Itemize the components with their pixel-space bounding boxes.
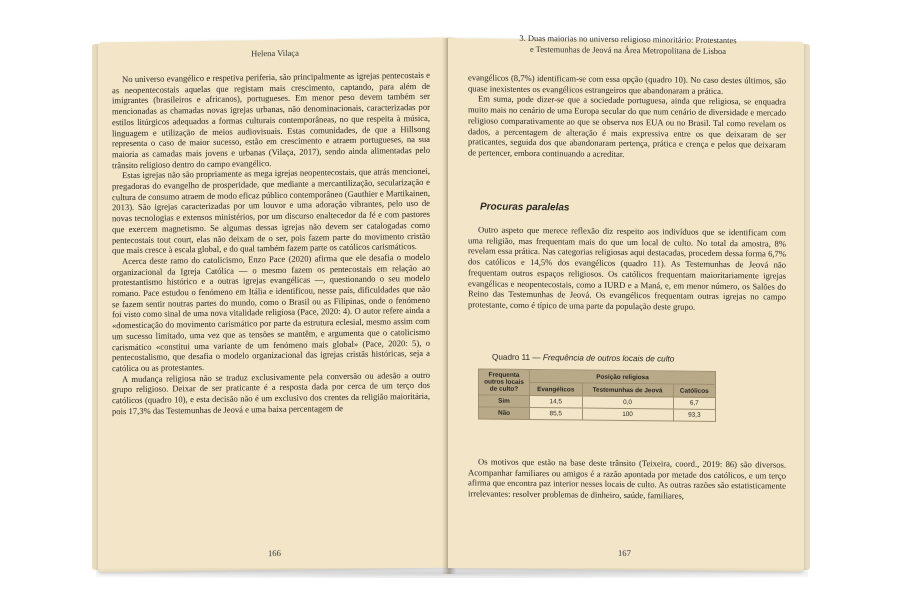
table-cell: 14,5 bbox=[530, 395, 583, 408]
right-paragraph-4: Os motivos que estão na base deste trânsito (Teixeira, coord., 2019: 86) são diversos. Acompanhar familiares ou amigos é a razão apontada por metade dos católicos, e um terço afirma que encontra paz interior nesses locais de culto. As outras razões são estatisticamente irrelevantes: resolver problemas de dinheiro, saúde, familiares, bbox=[468, 456, 786, 501]
table-col-header: Católicos bbox=[673, 384, 715, 397]
right-body-text-top bbox=[468, 72, 786, 161]
table-caption bbox=[492, 353, 674, 364]
table-cell: 100 bbox=[582, 408, 673, 421]
table-row bbox=[479, 407, 716, 421]
left-page bbox=[98, 38, 452, 573]
right-running-header-line-1: 3. Duas maiorias no universo religioso minoritário: Protestantes bbox=[519, 32, 737, 46]
right-page-number: 167 bbox=[618, 547, 631, 559]
table-cell: 0,0 bbox=[582, 396, 673, 409]
book-shadow bbox=[96, 568, 808, 578]
right-paragraph-2: Em suma, pode dizer-se que a sociedade portuguesa, ainda que religiosa, se enquadra muito mais no cenário de uma Europa secular do que num cenário de diversidade e mercado religioso comparativamente ao que se observa nos EUA ou no Brasil. Tal como revelam os dados, a percentagem de alteração é mais expressiva entre os que deixaram de ser praticantes, seguida dos que abandonaram pertença, prática e crença e pelos que deixaram de pertencer, embora continuando a acreditar. bbox=[468, 93, 786, 159]
table-corner-header: Frequenta outros locais de culto? bbox=[479, 369, 530, 396]
table-group-header: Posição religiosa bbox=[530, 369, 716, 384]
table-cell: 6,7 bbox=[673, 397, 715, 409]
table-caption-label: Quadro 11 — bbox=[492, 352, 541, 363]
left-paragraph-2: Estas igrejas não são propriamente as mega igrejas neopentecostais, que atrás mencionei, pregadoras do evangelho de prosperidade, que mediante a mercantilização, secularização e cultura de consumo atraem de modo eficaz público contemporâneo (Gauthier e Martikainen, 2013). São igrejas caracterizadas por um louvor e uma adoração vibrantes, pelo uso de novas tecnologias e extensos ministérios, por um discurso enaltecedor da fé e com pastores que exercem magnetismo. Se algumas dessas igrejas não devem ser catalogadas como pentecostais tout court, elas não deixam de o ser, pois fazem parte do movimento cristão que mais cresce à escala global, e do qual também fazem parte os católicos carismáticos. bbox=[112, 166, 430, 256]
right-body-text-bottom bbox=[468, 456, 786, 502]
table-cell: 93,3 bbox=[673, 409, 715, 421]
right-running-header-line-2: e Testemunhas de Jeová na Área Metropolitana de Lisboa bbox=[529, 43, 727, 57]
left-paragraph-4: A mudança religiosa não se traduz exclusivamente pela conversão ou adesão a outro grupo religioso. Deixar de ser praticante é a resposta dada por cerca de um terço dos católicos (quadro 10), e esta decisão não é um exclusivo dos crentes da religião maioritária, pois 17,3% das Testemunhas de Jeová e uma baixa percentagem de bbox=[112, 369, 430, 417]
table-col-header: Evangélicos bbox=[530, 382, 583, 396]
left-paragraph-1: No universo evangélico e respetiva periferia, são principalmente as igrejas pentecostais e as neopentecostais aquelas que registam mais crescimento, captando, para além de imigrantes (brasileiros e africanos), portugueses. Em menor peso devem também ser mencionadas as chamadas novas igrejas urbanas, não denominacionais, caracterizadas por estilos litúrgicos adequados a formas culturais contemporâneas, no que respeita à música, linguagem e utilização de meios audiovisuais. Estas comunidades, de que a Hillsong representa o caso de maior sucesso, estão em crescimento e atraem portugueses, na sua maioria as camadas mais jovens e urbanas (Vilaça, 2017), sendo ainda alimentadas pelo trânsito religioso dentro do campo evangélico. bbox=[112, 69, 430, 170]
left-running-header: Helena Vilaça bbox=[251, 47, 299, 59]
left-paragraph-3: Acerca deste ramo do catolicismo, Enzo Pace (2020) afirma que ele desafia o modelo organizacional da Igreja Católica — o mesmo fazem os pentecostais em relação ao protestantismo histórico e a outras igrejas evangélicas —, questionando o seu modelo romano. Pace estudou o fenómeno em Itália e identificou, nesse país, dificuldades que não se fazem sentir noutras partes do mundo, como o Brasil ou as Filipinas, onde o fenómeno foi visto como sinal de uma nova vitalidade religiosa (Pace, 2020: 4). O autor refere ainda a «domesticação do movimento carismático por parte da estrutura eclesial, mesmo assim com um sucesso limitado, uma vez que as tensões se mantêm, e argumenta que o catolicismo carismático «constitui uma variante de um fenómeno mais global» (Pace, 2020: 5), o pentecostalismo, que desafia o modelo organizacional das igrejas cristãs históricas, seja a católica ou as protestantes. bbox=[112, 251, 430, 374]
table-row-label: Não bbox=[479, 407, 530, 420]
table-cell: 85,5 bbox=[530, 407, 583, 420]
frequency-table bbox=[478, 368, 716, 421]
table-row-label: Sim bbox=[479, 395, 530, 408]
section-heading: Procuras paralelas bbox=[480, 201, 570, 214]
right-paragraph-1: evangélicos (8,7%) identificam-se com essa opção (quadro 10). No caso destes últimos, são quase inexistentes os evangélicos estrangeiros que abandonaram a prática. bbox=[468, 72, 786, 96]
right-paragraph-3: Outro aspeto que merece reflexão diz respeito aos indivíduos que se identificam com uma religião, mas frequentam mais do que um local de culto. No total da amostra, 8% revelam essa prática. Nas categorias religiosas aqui destacadas, procedem dessa forma 6,7% dos católicos e 14,5% dos evangélicos (quadro 11). As Testemunhas de Jeová não frequentam outros espaços religiosos. Os católicos frequentam maioritariamente igrejas evangélicas e neopentecostais, como a IURD e a Maná, e, em menor número, os Salões do Reino das Testemunhas de Jeová. Os evangélicos frequentam outras igrejas no campo protestante, como é típico de uma parte da população deste grupo. bbox=[468, 224, 786, 312]
left-body-text bbox=[112, 70, 430, 417]
table-col-header: Testemunhas de Jeová bbox=[582, 383, 673, 397]
right-page bbox=[448, 32, 804, 572]
right-body-text-mid bbox=[468, 224, 786, 313]
left-page-number: 166 bbox=[268, 547, 281, 559]
table-caption-title: Frequência de outros locais de culto bbox=[542, 353, 675, 364]
